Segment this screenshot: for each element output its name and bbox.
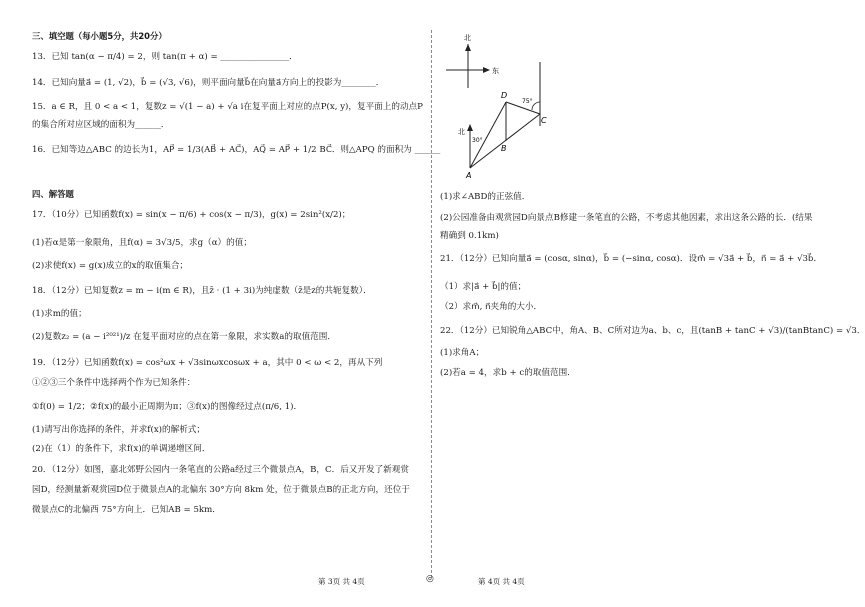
question-14: 14．已知向量a⃗ = (1, √2)，b⃗ = (√3, √6)，则平面向量b⃗在向量a⃗方向上的投影为________． (32, 78, 385, 88)
point-B-label: B (501, 144, 507, 153)
question-19-part1: (1)请写出你选择的条件，并求f(x)的解析式； (32, 425, 206, 435)
question-21: 21．（12分）已知向量a⃗ = (cosα, sinα)，b⃗ = (−sinα, cosα)．设m⃗ = √3a⃗ + b⃗，n⃗ = a⃗ + √3b⃗． (440, 254, 823, 264)
binding-circle-icon: ◎ (426, 574, 434, 584)
compass-north-arrow-icon (465, 44, 471, 51)
question-18: 18．（12分）已知复数z = m − i(m ∈ R)，且z̄ · (1 + 3i)为纯虚数（z̄是z的共轭复数）． (32, 286, 372, 296)
question-17-part2: (2)求使f(x) = g(x)成立的x的取值集合； (32, 261, 189, 271)
question-22-part2: (2)若a = 4，求b + c的取值范围． (440, 368, 576, 378)
question-19-conditions-intro: ①②③三个条件中选择两个作为已知条件： (32, 378, 196, 388)
question-15-line1: 15．a ∈ R，且 0 < a < 1，复数z = √(1 − a) + √a i在复平面上对应的点P(x, y)，复平面上的动点P (32, 102, 423, 112)
compass-east-label: 东 (492, 67, 499, 75)
question-21-part1: （1）求|a⃗ + b⃗|的值； (440, 282, 527, 292)
angle-C-arc (532, 102, 540, 110)
question-20-part2: (2)公园准备由观赏园D向景点B修建一条笔直的公路，不考虑其他因素，求出这条公路的长．(结果 (440, 213, 813, 223)
question-20-part2-cont: 精确到 0.1km) (440, 231, 499, 241)
compass-east-arrow-icon (483, 67, 490, 73)
page-number-right: 第 4页 共 4页 (478, 577, 525, 586)
question-20-line2: 园D，经测量新观赏园D位于微景点A的北偏东 30°方向 8km 处，位于微景点B的正北方向，还位于 (32, 485, 410, 495)
point-D-label: D (501, 91, 508, 100)
question-20-line1: 20．（12分）如图，嘉北郊野公园内一条笔直的公路a经过三个微景点A，B，C．后又开发了新观赏 (32, 465, 409, 475)
question-22-part1: (1)求角A； (440, 348, 485, 358)
north-arrow-at-A-icon (467, 124, 473, 131)
question-21-part2: （2）求m⃗, n⃗夹角的大小． (440, 302, 543, 312)
question-22: 22．（12分）已知锐角△ABC中，角A、B、C所对边为a、b、c，且(tanB + tanC + √3)/(tanBtanC) = √3． (440, 326, 865, 336)
question-18-part2: (2)复数z₂ = (a − i²⁰²¹)/z 在复平面对应的点在第一象限，求实数a的取值范围． (32, 332, 336, 342)
north-at-A-label: 北 (458, 128, 465, 136)
question-19-conditions: ①f(0) = 1/2；②f(x)的最小正周期为π；③f(x)的图像经过点(π/6, 1)． (32, 402, 303, 412)
section-answer-heading: 四、解答题 (32, 189, 74, 199)
angle-A-label: 30° (472, 137, 483, 144)
angle-C-label: 75° (522, 98, 533, 105)
question-20-line3: 微景点C的北偏西 75°方向上．已知AB = 5km． (32, 505, 221, 515)
question-20-part1: (1)求∠ABD的正弦值． (440, 192, 531, 202)
question-18-part1: (1)求m的值； (32, 309, 87, 319)
column-divider (431, 30, 432, 578)
question-17-part1: (1)若α是第一象限角，且f(α) = 3√3/5，求g（α）的值； (32, 238, 252, 248)
question-17: 17．（10分）已知函数f(x) = sin(x − π/6) + cos(x − π/3)，g(x) = 2sin²(x/2)； (32, 210, 351, 220)
point-C-label: C (541, 116, 547, 125)
point-A-label: A (466, 171, 472, 180)
question-19-part2: (2)在（1）的条件下，求f(x)的单调递增区间． (32, 444, 211, 454)
question-13: 13．已知 tan(α − π/4) = 2，则 tan(π + α) = ________________． (32, 52, 298, 62)
question-16: 16．已知等边△ABC 的边长为1，AP⃗ = 1/3(AB⃗ + AC⃗)，AQ⃗ = AP⃗ + 1/2 BC⃗．则△APQ 的面积为 ______ (32, 145, 441, 155)
section-fill-blank-heading: 三、填空题（每小题5分，共20分） (32, 31, 167, 41)
question-19: 19．（12分）已知函数f(x) = cos²ωx + √3sinωxcosωx + a，其中 0 < ω < 2，再从下列 (32, 358, 383, 368)
question-20-figure (440, 30, 560, 180)
question-15-line2: 的集合所对应区域的面积为______． (32, 120, 170, 130)
compass-north-label: 北 (464, 34, 471, 42)
page-number-left: 第 3页 共 4页 (318, 577, 365, 586)
segment-AD (470, 102, 506, 168)
